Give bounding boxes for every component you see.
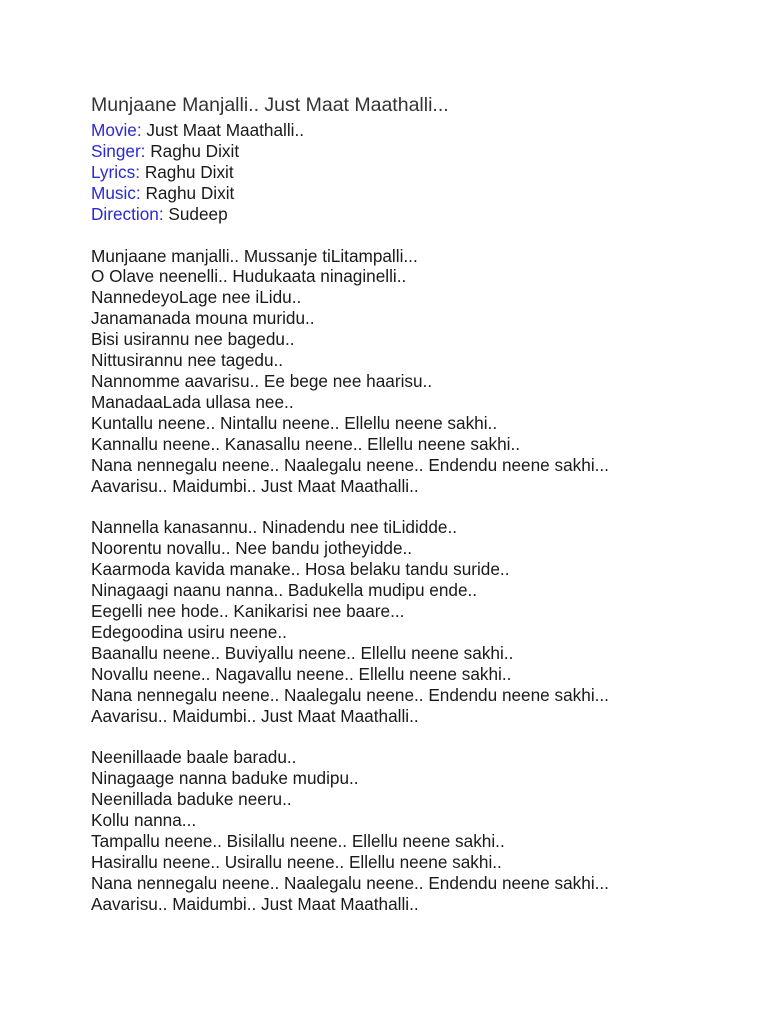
song-title: Munjaane Manjalli.. Just Maat Maathalli... bbox=[91, 94, 449, 116]
lyric-line: Nana nennegalu neene.. Naalegalu neene.. Endendu neene sakhi... bbox=[91, 684, 609, 705]
meta-value: Raghu Dixit bbox=[150, 140, 240, 161]
stanza-gap bbox=[91, 496, 751, 517]
lyric-line: Nannomme aavarisu.. Ee bege nee haarisu.. bbox=[91, 370, 433, 391]
meta-line bbox=[91, 162, 751, 183]
meta-value: Sudeep bbox=[168, 203, 228, 224]
lyric-line: Edegoodina usiru neene.. bbox=[91, 621, 287, 642]
lyric-line: NannedeyoLage nee iLidu.. bbox=[91, 287, 302, 308]
meta-line bbox=[91, 204, 751, 225]
lyric-line: Munjaane manjalli.. Mussanje tiLitampalli... bbox=[91, 245, 418, 266]
document-page bbox=[91, 92, 751, 915]
lyric-line: Neenillaade baale baradu.. bbox=[91, 747, 297, 768]
meta-line bbox=[91, 120, 751, 141]
lyric-line: ManadaaLada ullasa nee.. bbox=[91, 391, 294, 412]
lyric-line: Kuntallu neene.. Nintallu neene.. Ellellu neene sakhi.. bbox=[91, 412, 498, 433]
meta-key: Movie: bbox=[91, 120, 142, 140]
lyric-line: Baanallu neene.. Buviyallu neene.. Ellellu neene sakhi.. bbox=[91, 642, 514, 663]
meta-line bbox=[91, 141, 751, 162]
lyric-line: Bisi usirannu nee bagedu.. bbox=[91, 329, 295, 350]
meta-key: Direction: bbox=[91, 203, 164, 224]
stanza bbox=[91, 517, 751, 726]
lyric-line: Kannallu neene.. Kanasallu neene.. Ellellu neene sakhi.. bbox=[91, 433, 521, 454]
lyric-line: Neenillada baduke neeru.. bbox=[91, 789, 292, 810]
lyric-line: Aavarisu.. Maidumbi.. Just Maat Maathalli.. bbox=[91, 893, 419, 914]
stanza bbox=[91, 747, 751, 914]
lyric-line: Noorentu novallu.. Nee bandu jotheyidde.. bbox=[91, 538, 413, 559]
stanza bbox=[91, 246, 751, 497]
lyric-line: O Olave neenelli.. Hudukaata ninaginelli.. bbox=[91, 266, 407, 287]
meta-key: Lyrics: bbox=[91, 161, 141, 182]
lyric-line: Nana nennegalu neene.. Naalegalu neene.. Endendu neene sakhi... bbox=[91, 454, 609, 475]
meta-key: Singer: bbox=[91, 140, 146, 161]
song-lyrics bbox=[91, 225, 751, 915]
lyric-line: Ninagaagi naanu nanna.. Badukella mudipu ende.. bbox=[91, 580, 478, 601]
meta-value: Just Maat Maathalli.. bbox=[146, 120, 305, 140]
meta-line bbox=[91, 183, 751, 204]
meta-value: Raghu Dixit bbox=[144, 161, 234, 182]
meta-key: Music: bbox=[91, 182, 141, 203]
lyric-line: Kollu nanna... bbox=[91, 810, 197, 831]
lyric-line: Tampallu neene.. Bisilallu neene.. Ellellu neene sakhi.. bbox=[91, 831, 505, 852]
lyric-line: Janamanada mouna muridu.. bbox=[91, 308, 315, 329]
lyric-line: Nittusirannu nee tagedu.. bbox=[91, 350, 284, 371]
lyric-line: Kaarmoda kavida manake.. Hosa belaku tandu suride.. bbox=[91, 559, 510, 580]
lyric-line: Eegelli nee hode.. Kanikarisi nee baare... bbox=[91, 601, 405, 622]
lyric-line: Nannella kanasannu.. Ninadendu nee tiLididde.. bbox=[91, 517, 457, 538]
lyric-line: Aavarisu.. Maidumbi.. Just Maat Maathalli.. bbox=[91, 475, 419, 496]
lyric-line: Novallu neene.. Nagavallu neene.. Ellellu neene sakhi.. bbox=[91, 663, 512, 684]
lyric-line: Ninagaage nanna baduke mudipu.. bbox=[91, 768, 359, 789]
meta-value: Raghu Dixit bbox=[145, 182, 235, 203]
lyric-line: Aavarisu.. Maidumbi.. Just Maat Maathalli.. bbox=[91, 705, 419, 726]
stanza-gap bbox=[91, 726, 751, 747]
lyric-line: Hasirallu neene.. Usirallu neene.. Ellellu neene sakhi.. bbox=[91, 852, 502, 872]
lyric-line: Nana nennegalu neene.. Naalegalu neene.. Endendu neene sakhi... bbox=[91, 872, 609, 893]
song-meta bbox=[91, 120, 751, 225]
stanza-gap bbox=[91, 225, 751, 246]
